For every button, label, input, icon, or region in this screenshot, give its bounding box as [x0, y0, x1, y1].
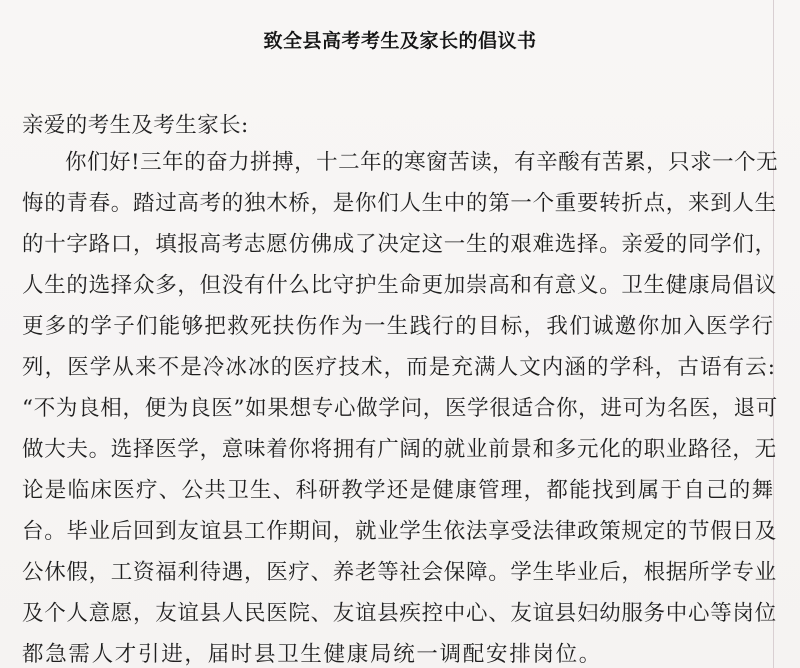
body-line-8: 做大夫。选择医学，意味着你将拥有广阔的就业前景和多元化的职业路径，无	[22, 437, 777, 462]
body-line-3: 的十字路口，填报高考志愿仿佛成了决定这一生的艰难选择。亲爱的同学们，	[22, 232, 777, 257]
body-line-11: 公休假，工资福利待遇，医疗、养老等社会保障。学生毕业后，根据所学专业	[22, 560, 777, 585]
body-line-12: 及个人意愿，友谊县人民医院、友谊县疾控中心、友谊县妇幼服务中心等岗位	[22, 601, 777, 626]
salutation: 亲爱的考生及考生家长:	[22, 113, 249, 138]
body-line-2: 悔的青春。踏过高考的独木桥，是你们人生中的第一个重要转折点，来到人生	[22, 191, 777, 216]
body-line-6: 列，医学从来不是冷冰冰的医疗技术，而是充满人文内涵的学科，古语有云:	[22, 355, 777, 380]
body-line-10: 台。毕业后回到友谊县工作期间，就业学生依法享受法律政策规定的节假日及	[22, 519, 777, 544]
body-line-13: 都急需人才引进，届时县卫生健康局统一调配安排岗位。	[22, 642, 603, 667]
body-line-4: 人生的选择众多，但没有什么比守护生命更加崇高和有意义。卫生健康局倡议	[22, 273, 777, 298]
body-line-7: “不为良相，便为良医”如果想专心做学问，医学很适合你，进可为名医，退可	[22, 396, 778, 421]
body-line-9: 论是临床医疗、公共卫生、科研教学还是健康管理，都能找到属于自己的舞	[22, 478, 775, 503]
document-title: 致全县高考考生及家长的倡议书	[263, 30, 537, 52]
document-body	[22, 142, 778, 668]
body-line-1: 你们好!三年的奋力拼搏，十二年的寒窗苦读，有辛酸有苦累，只求一个无	[65, 150, 779, 175]
body-line-5: 更多的学子们能够把救死扶伤作为一生践行的目标，我们诚邀你加入医学行	[22, 314, 775, 339]
